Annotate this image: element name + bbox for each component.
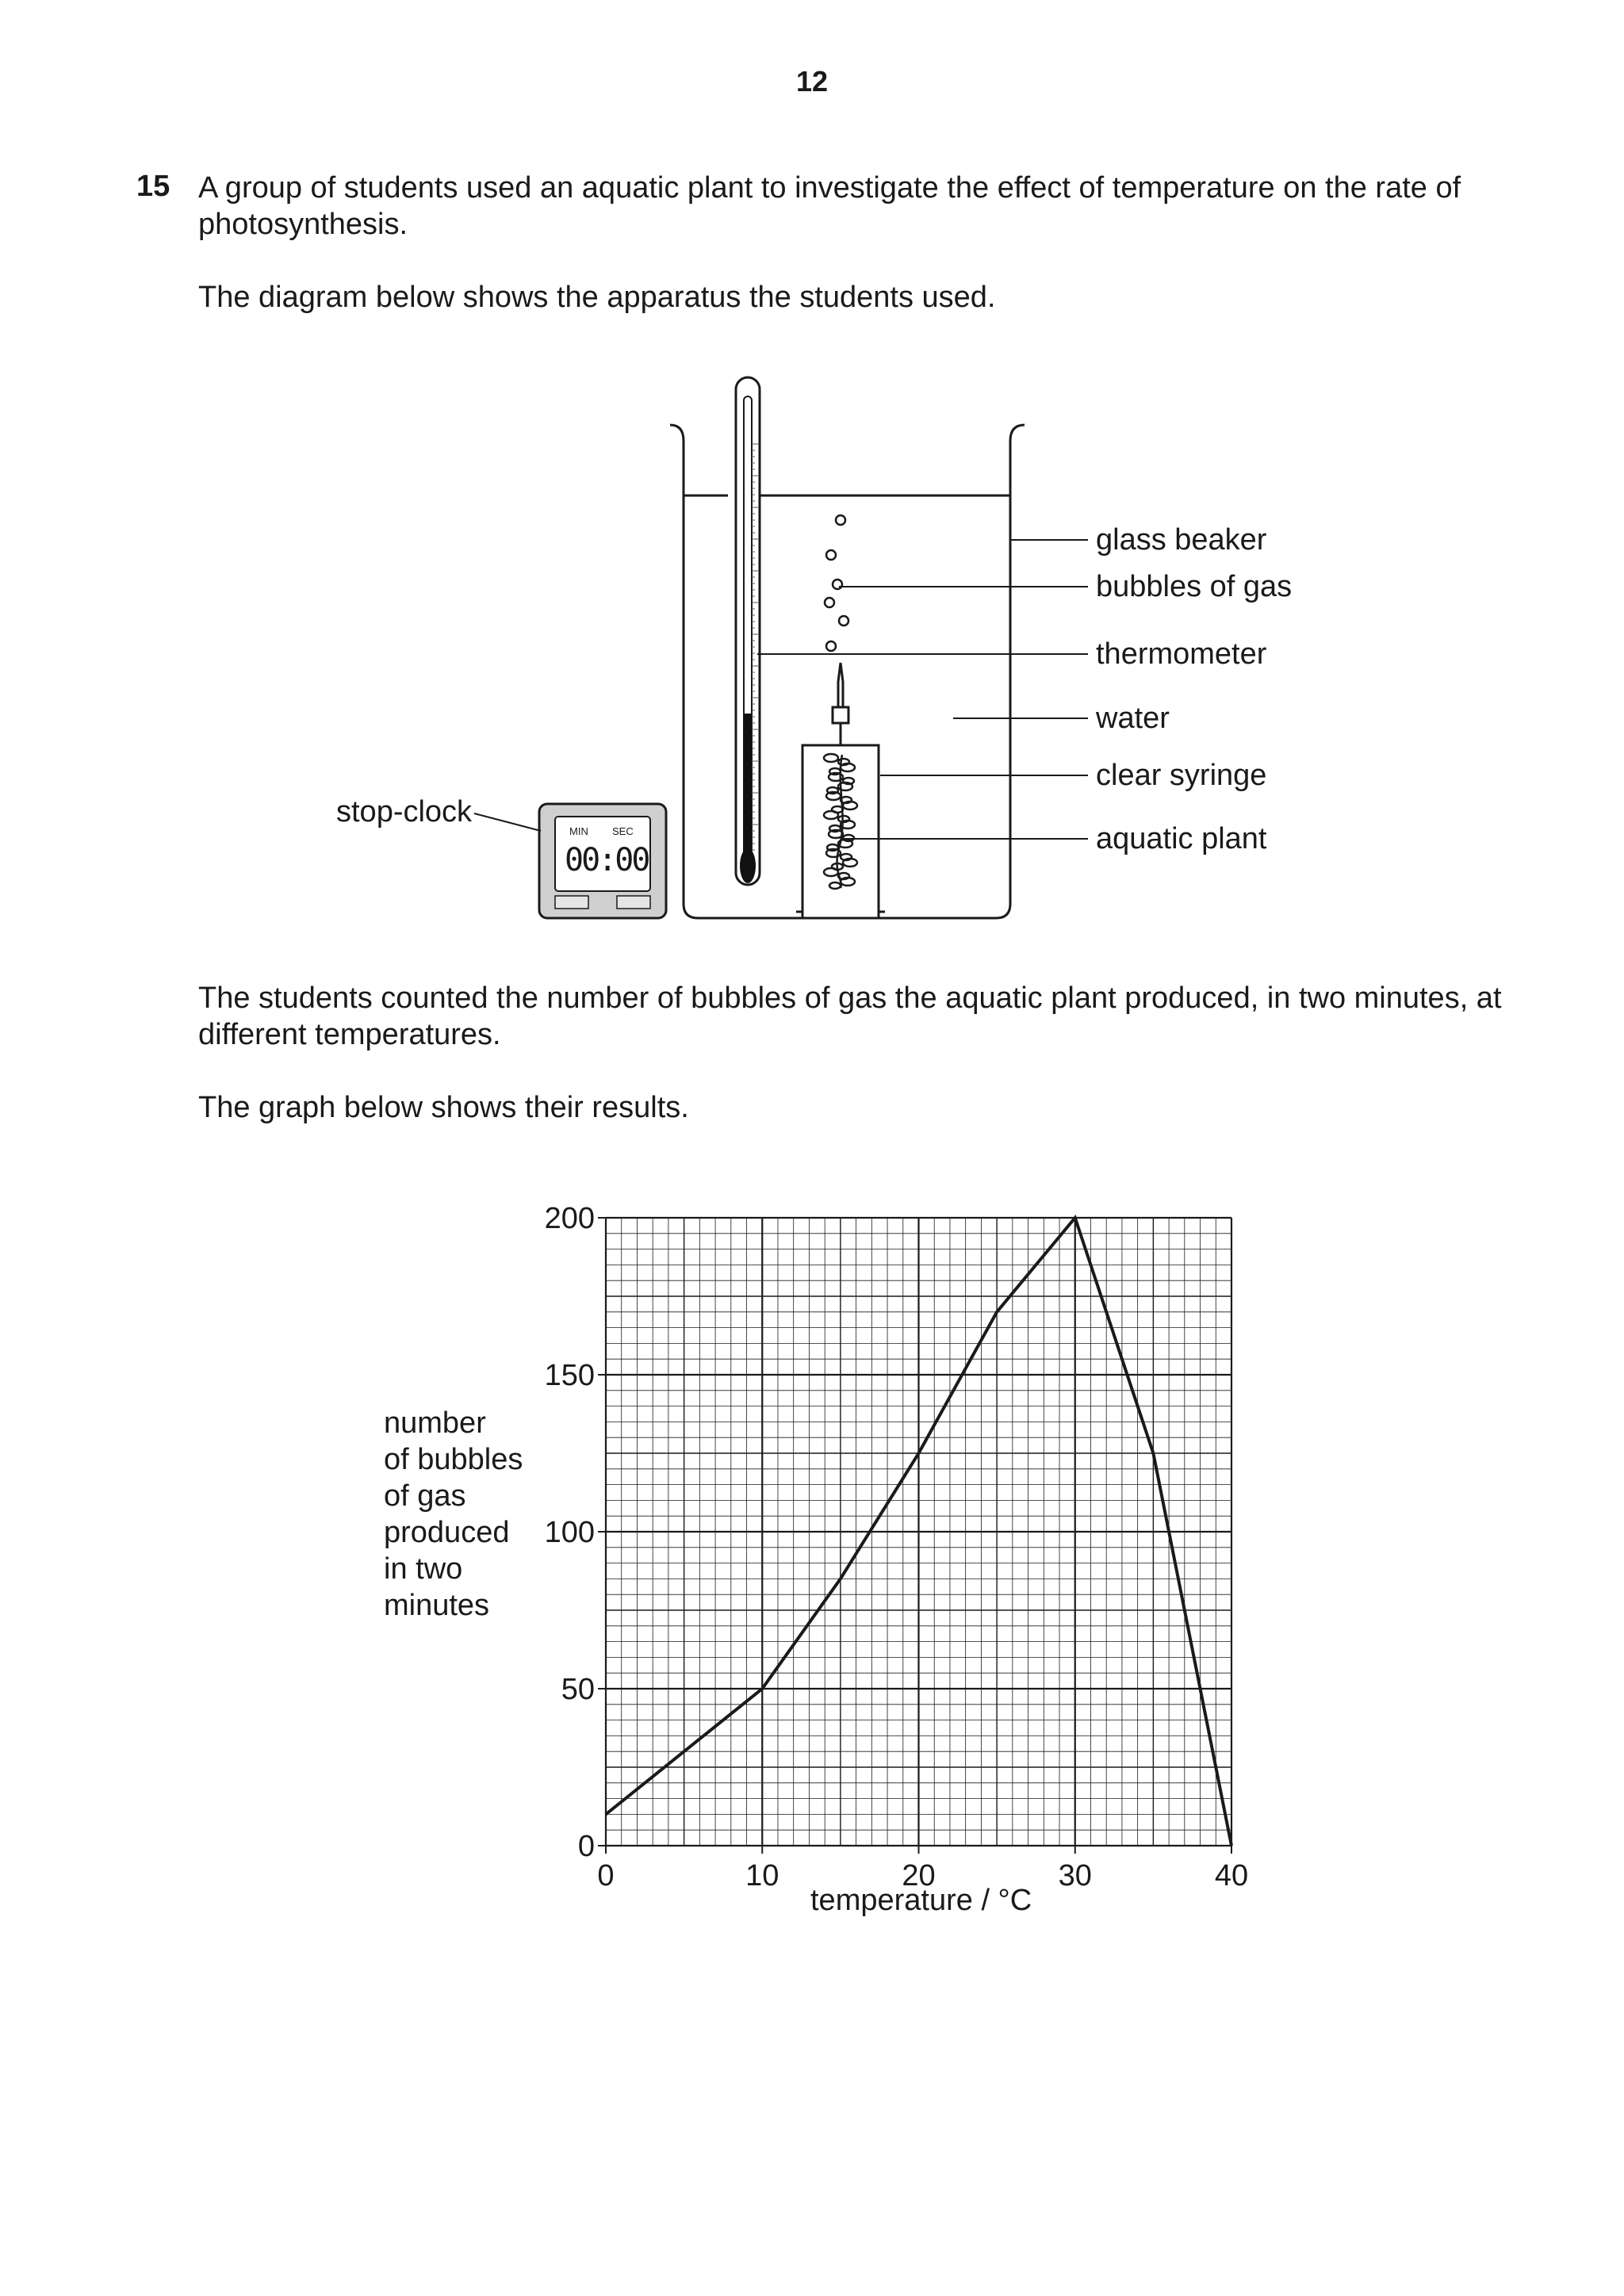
y-axis-label-line: minutes	[384, 1589, 490, 1622]
y-axis-label-line: in two	[384, 1552, 463, 1586]
page-number: 12	[795, 65, 829, 98]
label-aquatic-plant: aquatic plant	[1096, 822, 1267, 855]
x-tick-label: 10	[745, 1859, 779, 1892]
diagram-intro-text: The diagram below shows the apparatus the students used.	[198, 281, 996, 314]
thermometer-icon	[736, 377, 760, 885]
results-line-1: The students counted the number of bubbles of gas the aquatic plant produced, in two minutes, at	[198, 982, 1502, 1015]
graph-intro	[198, 1089, 1530, 1126]
clock-sec-label: SEC	[612, 825, 634, 837]
x-tick-label: 30	[1058, 1859, 1092, 1892]
y-axis-label-line: number	[384, 1406, 486, 1440]
x-axis-label: temperature / °C	[810, 1884, 1032, 1917]
label-stop-clock: stop-clock	[336, 795, 473, 828]
leader-lines	[474, 540, 1088, 839]
y-tick-label: 0	[577, 1830, 595, 1863]
y-axis-label-line: produced	[384, 1516, 510, 1549]
glass-beaker	[670, 425, 1025, 918]
intro-line-1: A group of students used an aquatic plant to investigate the effect of temperature on the rate of	[198, 171, 1461, 205]
label-clear-syringe: clear syringe	[1096, 759, 1267, 792]
clock-min-label: MIN	[569, 825, 588, 837]
x-tick-label: 0	[597, 1859, 615, 1892]
x-tick-label: 40	[1214, 1859, 1249, 1892]
label-thermometer: thermometer	[1096, 637, 1267, 671]
y-axis-label-line: of gas	[384, 1479, 466, 1513]
y-tick-label: 50	[561, 1673, 595, 1706]
clock-display: 00:00	[565, 842, 649, 878]
y-axis-label-line: of bubbles	[384, 1443, 523, 1476]
label-glass-beaker: glass beaker	[1096, 523, 1267, 557]
plant-leaf	[829, 882, 841, 889]
y-tick-label: 150	[544, 1359, 595, 1392]
plant-leaf	[824, 868, 838, 876]
clock-button-right	[617, 896, 650, 909]
y-tick-label: 200	[544, 1202, 595, 1235]
diagram-intro	[198, 279, 1530, 316]
question-intro	[198, 170, 1530, 243]
stop-clock-icon	[539, 804, 666, 918]
plant-leaf	[824, 811, 838, 819]
y-tick-label: 100	[544, 1516, 595, 1549]
aquatic-plant	[824, 754, 857, 889]
plant-leaf	[824, 754, 838, 762]
results-text	[198, 980, 1530, 1053]
results-line-2: different temperatures.	[198, 1018, 501, 1051]
clock-button-left	[555, 896, 588, 909]
intro-line-2: photosynthesis.	[198, 208, 408, 241]
question-number: 15	[136, 170, 170, 203]
gas-bubbles	[825, 515, 848, 651]
x-tick-label: 20	[902, 1859, 936, 1892]
graph-intro-text: The graph below shows their results.	[198, 1091, 689, 1124]
label-bubbles-of-gas: bubbles of gas	[1096, 570, 1293, 603]
results-graph	[333, 1181, 1285, 1895]
apparatus-diagram	[317, 365, 1348, 936]
label-water: water	[1096, 702, 1170, 735]
